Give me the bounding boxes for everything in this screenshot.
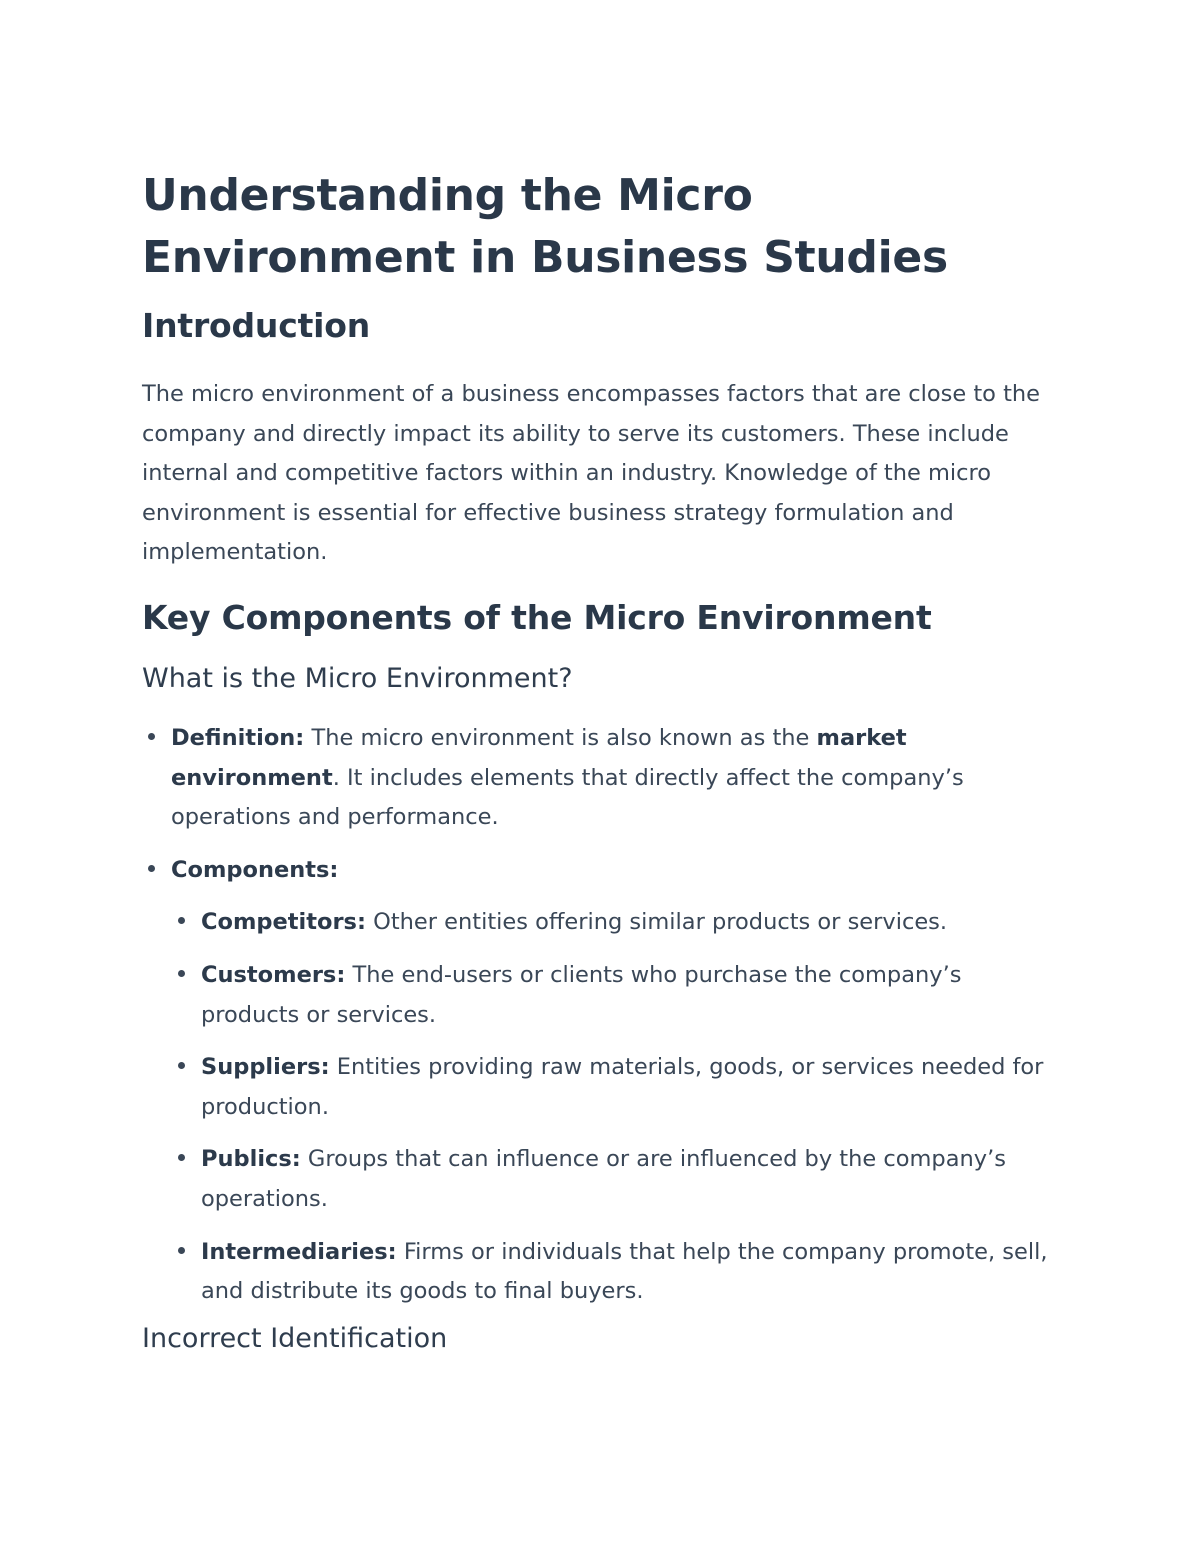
- bullet-icon: [175, 1140, 187, 1180]
- definition-label: Definition:: [171, 724, 305, 751]
- item-text: Groups that can influence or are influenced by the company’s operations.: [201, 1146, 1006, 1212]
- introduction-paragraph: The micro environment of a business encompasses factors that are close to the company and directly impact its ability to serve its customers. These include internal and competitive factors within an industry. Knowledge of the micro environment is essential for effective business strategy formulation and implementation.: [142, 381, 1040, 566]
- list-item-intermediaries: [201, 1233, 1062, 1312]
- key-components-heading: Key Components of the Micro Environment: [142, 597, 932, 637]
- list-item-definition: [171, 719, 1062, 838]
- item-label: Suppliers:: [201, 1054, 330, 1081]
- definition-bold-term: market environment: [171, 724, 907, 791]
- list-item-customers: [201, 956, 1062, 1035]
- components-sub-list: [201, 903, 1062, 1311]
- bullet-icon: [175, 1048, 187, 1088]
- list-item-suppliers: [201, 1048, 1062, 1127]
- bullet-icon: [175, 956, 187, 996]
- bullet-icon: [145, 851, 157, 891]
- incorrect-identification-heading: Incorrect Identification: [142, 1322, 448, 1354]
- list-item-competitors: [201, 903, 1062, 943]
- item-label: Intermediaries:: [201, 1238, 397, 1265]
- item-label: Competitors:: [201, 909, 366, 936]
- item-text: Firms or individuals that help the company promote, sell, and distribute its goods to final buyers.: [201, 1238, 1048, 1305]
- definition-text-after: . It includes elements that directly affect the company’s operations and performance.: [171, 764, 964, 831]
- document-title: Understanding the Micro Environment in Business Studies: [142, 170, 948, 283]
- bullet-icon: [175, 903, 187, 943]
- item-text: Other entities offering similar products or services.: [365, 909, 948, 936]
- item-text: The end-users or clients who purchase the company’s products or services.: [201, 961, 962, 1028]
- list-item-publics: [201, 1140, 1062, 1219]
- bullet-icon: [175, 1233, 187, 1273]
- item-text: Entities providing raw materials, goods, or services needed for production.: [201, 1054, 1044, 1120]
- introduction-heading: Introduction: [142, 306, 371, 345]
- what-is-micro-environment-heading: What is the Micro Environment?: [142, 662, 573, 694]
- top-bullet-list: [171, 719, 1062, 1312]
- components-label: Components:: [171, 856, 339, 883]
- definition-text-before: The micro environment is also known as the: [304, 724, 817, 751]
- item-label: Publics:: [201, 1146, 301, 1173]
- document-page: [142, 165, 1062, 1359]
- item-label: Customers:: [201, 961, 346, 988]
- list-item-components: [171, 851, 1062, 1312]
- bullet-icon: [145, 719, 157, 759]
